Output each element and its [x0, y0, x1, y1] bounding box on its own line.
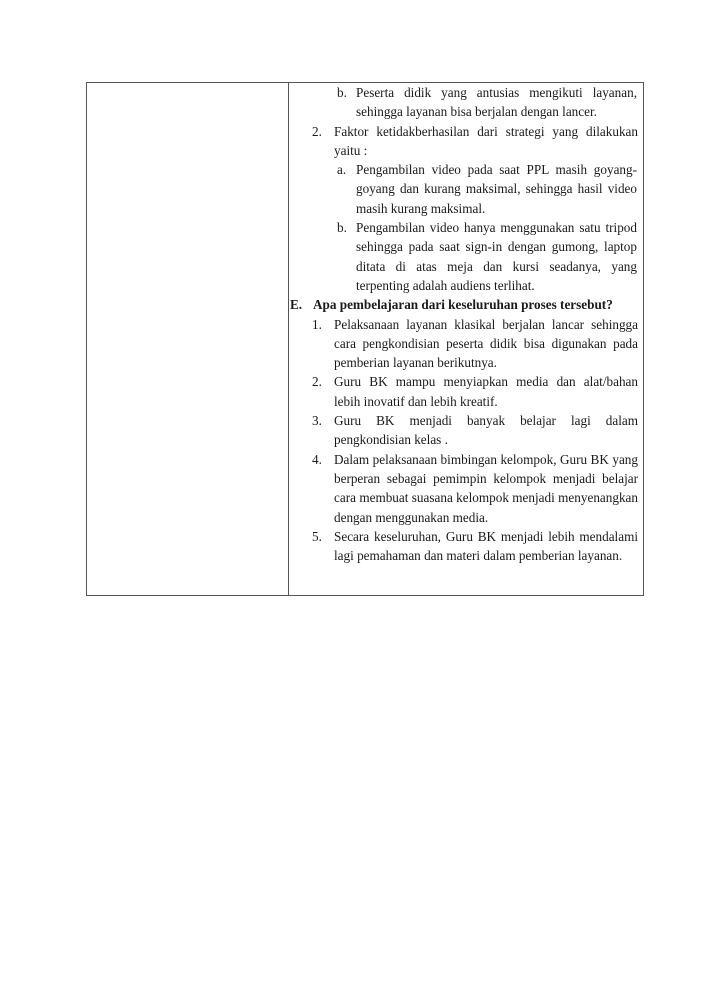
- section-marker: E.: [290, 297, 303, 313]
- list-marker: 2.: [312, 374, 322, 390]
- lesson-text: Secara keseluruhan, Guru BK menjadi lebih mendalami lagi pemahaman dan materi dalam pemberian layanan.: [334, 528, 638, 564]
- lesson-text: Guru BK mampu menyiapkan media dan alat/bahan lebih inovatif dan lebih kreatif.: [334, 374, 638, 409]
- reflection-content-cell: [288, 83, 643, 565]
- list-marker: 4.: [312, 451, 322, 467]
- list-item-text: Peserta didik yang antusias mengikuti layanan, sehingga layanan bisa berjalan dengan lancer.: [356, 85, 637, 120]
- list-marker: 3.: [312, 413, 322, 429]
- list-marker: 1.: [312, 316, 322, 332]
- lesson-item: [288, 527, 643, 566]
- section-heading-text: Apa pembelajaran dari keseluruhan proses tersebut?: [313, 297, 613, 313]
- factor-text: Faktor ketidakberhasilan dari strategi yang dilakukan yaitu :: [334, 123, 638, 158]
- list-marker: b.: [337, 220, 347, 236]
- lesson-item: [288, 372, 643, 411]
- lesson-text: Guru BK menjadi banyak belajar lagi dalam pengkondisian kelas .: [334, 413, 638, 448]
- list-marker: 2.: [312, 123, 322, 139]
- list-marker: b.: [337, 85, 347, 100]
- list-item: [288, 83, 643, 122]
- list-item-text: Pengambilan video hanya menggunakan satu tripod sehingga pada saat sign-in dengan gumong, laptop ditata di atas meja dan kursi seadanya, yang terpenting adalah audiens terlihat.: [356, 220, 637, 293]
- section-e-heading: [288, 295, 643, 314]
- list-item-text: Pengambilan video pada saat PPL masih goyang-goyang dan kurang maksimal, sehingga hasil video masih kurang maksimal.: [356, 162, 637, 216]
- list-marker: a.: [337, 162, 347, 178]
- lesson-item: [288, 450, 643, 527]
- list-marker: 5.: [312, 528, 322, 544]
- lesson-item: [288, 315, 643, 373]
- list-item: [288, 160, 643, 218]
- lesson-item: [288, 411, 643, 450]
- lesson-text: Pelaksanaan layanan klasikal berjalan lancar sehingga cara pengkondisian peserta didik bisa digunakan pada pemberian layanan berikutnya.: [334, 316, 638, 371]
- factor-item: [288, 122, 643, 161]
- lesson-text: Dalam pelaksanaan bimbingan kelompok, Guru BK yang berperan sebagai pemimpin kelompok menjadi belajar cara membuat suasana kelompok menjadi menyenangkan dengan menggunakan media.: [334, 451, 638, 525]
- reflection-table: [86, 82, 644, 596]
- list-item: [288, 218, 643, 295]
